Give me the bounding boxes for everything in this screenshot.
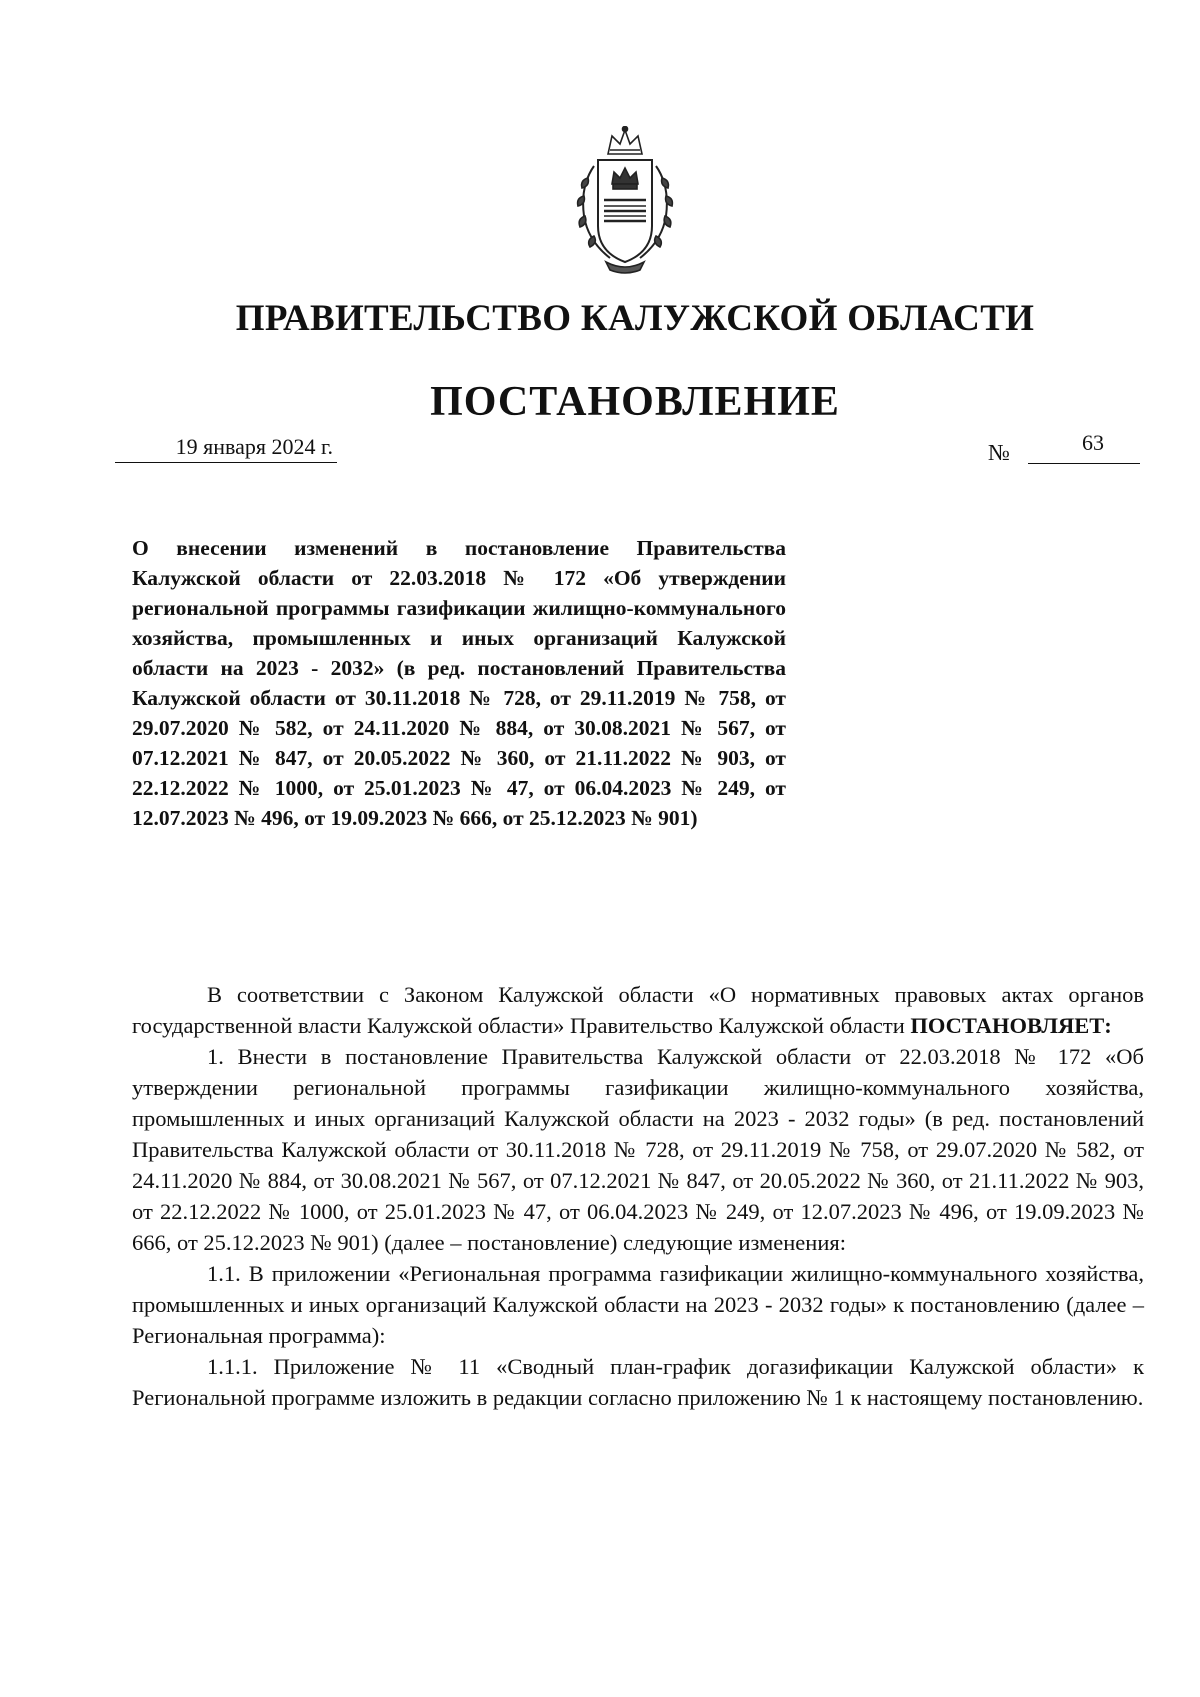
intro-paragraph [132, 979, 1144, 1041]
number-sign: № [988, 440, 1010, 465]
document-type-title: ПОСТАНОВЛЕНИЕ [430, 379, 840, 425]
document-number: 63 [1028, 432, 1140, 464]
clause-1-1: 1.1. В приложении «Региональная программа газификации жилищно-коммунального хозяйства, промышленных и иных организаций Калужской области на 2023 - 2032 годы» к постановлению (далее – Региональная программа): [132, 1261, 1144, 1348]
document-subject: О внесении изменений в постановление Правительства Калужской области от 22.03.2018 № 172 «Об утверждении региональной программы газификации жилищно-коммунального хозяйства, промышленных и иных организаций Калужской области на 2023 - 2032» (в ред. постановлений Правительства Калужской области от 30.11.2018 № 728, от 29.11.2019 № 758, от 29.07.2020 № 582, от 24.11.2020 № 884, от 30.08.2021 № 567, от 07.12.2021 № 847, от 20.05.2022 № 360, от 21.11.2022 № 903, от 22.12.2022 № 1000, от 25.01.2023 № 47, от 06.04.2023 № 249, от 12.07.2023 № 496, от 19.09.2023 № 666, от 25.12.2023 № 901) [132, 536, 786, 830]
decree-word: ПОСТАНОВЛЯЕТ: [910, 1013, 1112, 1038]
coat-of-arms-icon [570, 126, 680, 276]
clause-1: 1. Внести в постановление Правительства Калужской области от 22.03.2018 № 172 «Об утверждении региональной программы газификации жилищно-коммунального хозяйства, промышленных и иных организаций Калужской области на 2023 - 2032 годы» (в ред. постановлений Правительства Калужской области от 30.11.2018 № 728, от 29.11.2019 № 758, от 29.07.2020 № 582, от 24.11.2020 № 884, от 30.08.2021 № 567, от 07.12.2021 № 847, от 20.05.2022 № 360, от 21.11.2022 № 903, от 22.12.2022 № 1000, от 25.01.2023 № 47, от 06.04.2023 № 249, от 12.07.2023 № 496, от 19.09.2023 № 666, от 25.12.2023 № 901) (далее – постановление) следующие изменения: [132, 1044, 1144, 1255]
document-body [132, 979, 1144, 1413]
document-date: 19 января 2024 г. [115, 434, 337, 463]
document-number-field [988, 432, 1144, 466]
clause-1-1-1: 1.1.1. Приложение № 11 «Сводный план-график догазификации Калужской области» к Региональной программе изложить в редакции согласно приложению № 1 к настоящему постановлению. [132, 1354, 1144, 1410]
organization-title: ПРАВИТЕЛЬСТВО КАЛУЖСКОЙ ОБЛАСТИ [235, 298, 1035, 339]
intro-text: В соответствии с Законом Калужской области «О нормативных правовых актах органов государственной власти Калужской области» Правительство Калужской области [132, 982, 1144, 1038]
